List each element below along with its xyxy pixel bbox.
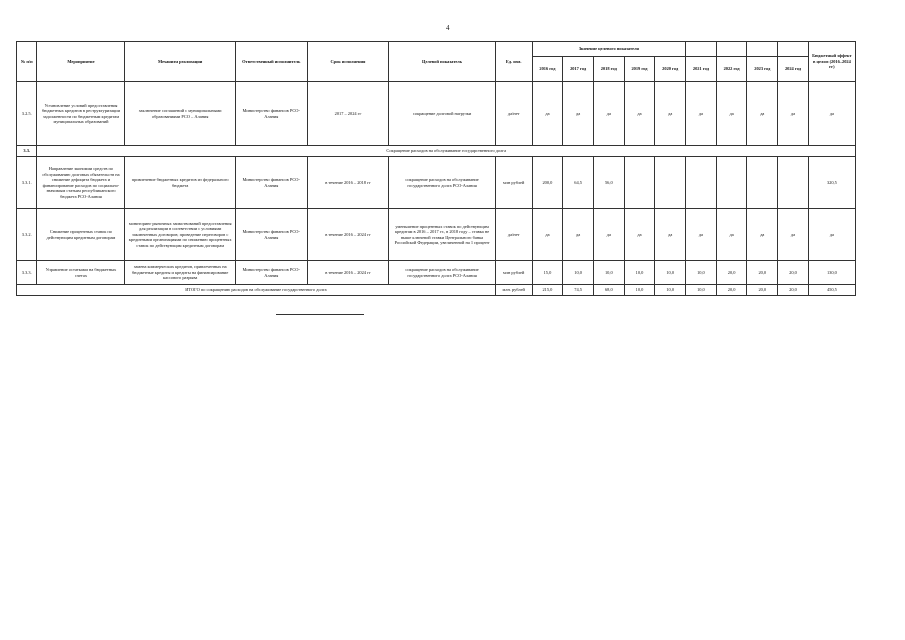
row-value: да [778,82,809,146]
header-unit: Ед. изм. [495,42,532,82]
row-value: да [778,209,809,261]
row-value: да [624,209,655,261]
header-year: 2017 год [563,57,594,82]
row-value [778,157,809,209]
header-year: 2020 год [655,57,686,82]
row-total: 130,0 [808,261,855,285]
row-value: 10,0 [655,261,686,285]
total-value: 10,0 [655,285,686,296]
row-target: сокращение расходов на обслуживание государственного долга РСО-Алания [389,157,495,209]
row-mechanism: замена коммерческих кредитов, привлеченных на бюджетные кредиты и кредиты на финансирование кассового разрыва [125,261,235,285]
row-target: уменьшение процентных ставок по действующим кредитам в 2016 – 2017 гг., в 2018 году – ставка не выше ключевой ставки Центрального банка Российской Федерации, увеличенной на 1 процент [389,209,495,261]
total-value: 20,0 [716,285,747,296]
header-measure: Мероприятие [37,42,125,82]
row-value: 15,0 [532,261,563,285]
row-unit: млн рублей [495,261,532,285]
total-value: 20,0 [778,285,809,296]
row-value: да [532,209,563,261]
row-measure: Снижение процентных ставок по действующим кредитным договорам [37,209,125,261]
row-num: 3.2.5. [17,82,37,146]
row-value: да [747,209,778,261]
table-row [17,261,856,285]
row-value: да [686,82,717,146]
row-responsible: Министерство финансов РСО-Алания [235,261,307,285]
total-value: 10,0 [686,285,717,296]
row-value [716,157,747,209]
header-year: 2024 год [778,57,809,82]
row-value: 64,5 [563,157,594,209]
row-responsible: Министерство финансов РСО-Алания [235,209,307,261]
row-value: 10,0 [593,261,624,285]
row-value: да [747,82,778,146]
row-value: да [563,82,594,146]
total-sum: 450,5 [808,285,855,296]
row-value: да [716,209,747,261]
row-value [686,157,717,209]
row-unit: млн рублей [495,157,532,209]
row-measure: Направление экономии средств по обслуживанию долговых обязательств на снижение дефицита бюджета и финансирование расходов по социально-значимым статьям республиканского бюджета РСО-Алания [37,157,125,209]
header-blank [747,42,778,57]
row-value: 200,0 [532,157,563,209]
row-value: 10,0 [686,261,717,285]
row-value: да [716,82,747,146]
row-value [624,157,655,209]
row-term: в течение 2016 – 2024 гг [307,261,389,285]
total-unit: млн. рублей [495,285,532,296]
row-value: да [593,82,624,146]
total-row [17,285,856,296]
row-term: в течение 2016 – 2024 гг [307,209,389,261]
header-year: 2023 год [747,57,778,82]
row-mechanism: привлечение бюджетных кредитов из федерального бюджета [125,157,235,209]
header-mechanism: Механизм реализации [125,42,235,82]
row-value: 20,0 [778,261,809,285]
row-mechanism: заключение соглашений с муниципальными образованиями РСО – Алания [125,82,235,146]
row-num: 3.3.2. [17,209,37,261]
measures-table [16,41,856,296]
row-target: сокращение расходов на обслуживание государственного долга РСО-Алания [389,261,495,285]
header-responsible: Ответственный исполнитель [235,42,307,82]
row-value [655,157,686,209]
row-value: да [593,209,624,261]
footer-divider [276,314,364,315]
row-value: да [624,82,655,146]
row-value: да [686,209,717,261]
header-blank [686,42,717,57]
total-value: 10,0 [624,285,655,296]
row-total: да [808,209,855,261]
header-year: 2018 год [593,57,624,82]
row-measure: Установление условий предоставления бюджетных кредитов в реструктуризации задолженности по бюджетным кредитам муниципальных образований [37,82,125,146]
row-mechanism: мониторинг рыночных заимствований предоставления для реализации в соответствии с условиями заключенных договоров; проведение переговоров с кредитными организациями по снижению процентных ставок по действующим кредитным договорам [125,209,235,261]
section-row [17,146,856,157]
row-term: 2017 – 2024 гг [307,82,389,146]
row-unit: да/нет [495,209,532,261]
row-value: 20,0 [747,261,778,285]
row-value: да [563,209,594,261]
row-responsible: Министерство финансов РСО-Алания [235,157,307,209]
row-total: да [808,82,855,146]
row-term: в течение 2016 – 2018 гг [307,157,389,209]
header-year: 2016 год [532,57,563,82]
table-row [17,157,856,209]
row-value: да [655,82,686,146]
row-value: да [532,82,563,146]
row-value: 10,0 [563,261,594,285]
header-year: 2019 год [624,57,655,82]
header-num: № п/п [17,42,37,82]
header-values-group: Значение целевого показателя [532,42,685,57]
total-value: 215,0 [532,285,563,296]
section-num: 3.3. [17,146,37,157]
table-row [17,82,856,146]
header-blank [778,42,809,57]
row-total: 320,5 [808,157,855,209]
row-num: 3.3.3. [17,261,37,285]
total-value: 20,0 [747,285,778,296]
row-measure: Управление остатками на бюджетных счетах [37,261,125,285]
header-term: Срок исполнения [307,42,389,82]
header-blank [716,42,747,57]
total-label: ИТОГО по сокращению расходов на обслуживание государственного долга [17,285,496,296]
row-num: 3.3.1. [17,157,37,209]
page-number: 4 [446,24,450,32]
table-row [17,209,856,261]
row-unit: да/нет [495,82,532,146]
row-value: 56,0 [593,157,624,209]
header-total: Бюджетный эффект в целом (2016–2024 гг) [808,42,855,82]
header-row [17,42,856,57]
section-title: Сокращение расходов на обслуживание государственного долга [37,146,856,157]
row-target: сокращение долговой нагрузки [389,82,495,146]
header-target: Целевой показатель [389,42,495,82]
total-value: 68,0 [593,285,624,296]
header-year: 2021 год [686,57,717,82]
header-year: 2022 год [716,57,747,82]
row-value: да [655,209,686,261]
row-value: 20,0 [716,261,747,285]
row-responsible: Министерство финансов РСО-Алания [235,82,307,146]
total-value: 74,5 [563,285,594,296]
row-value [747,157,778,209]
row-value: 10,0 [624,261,655,285]
